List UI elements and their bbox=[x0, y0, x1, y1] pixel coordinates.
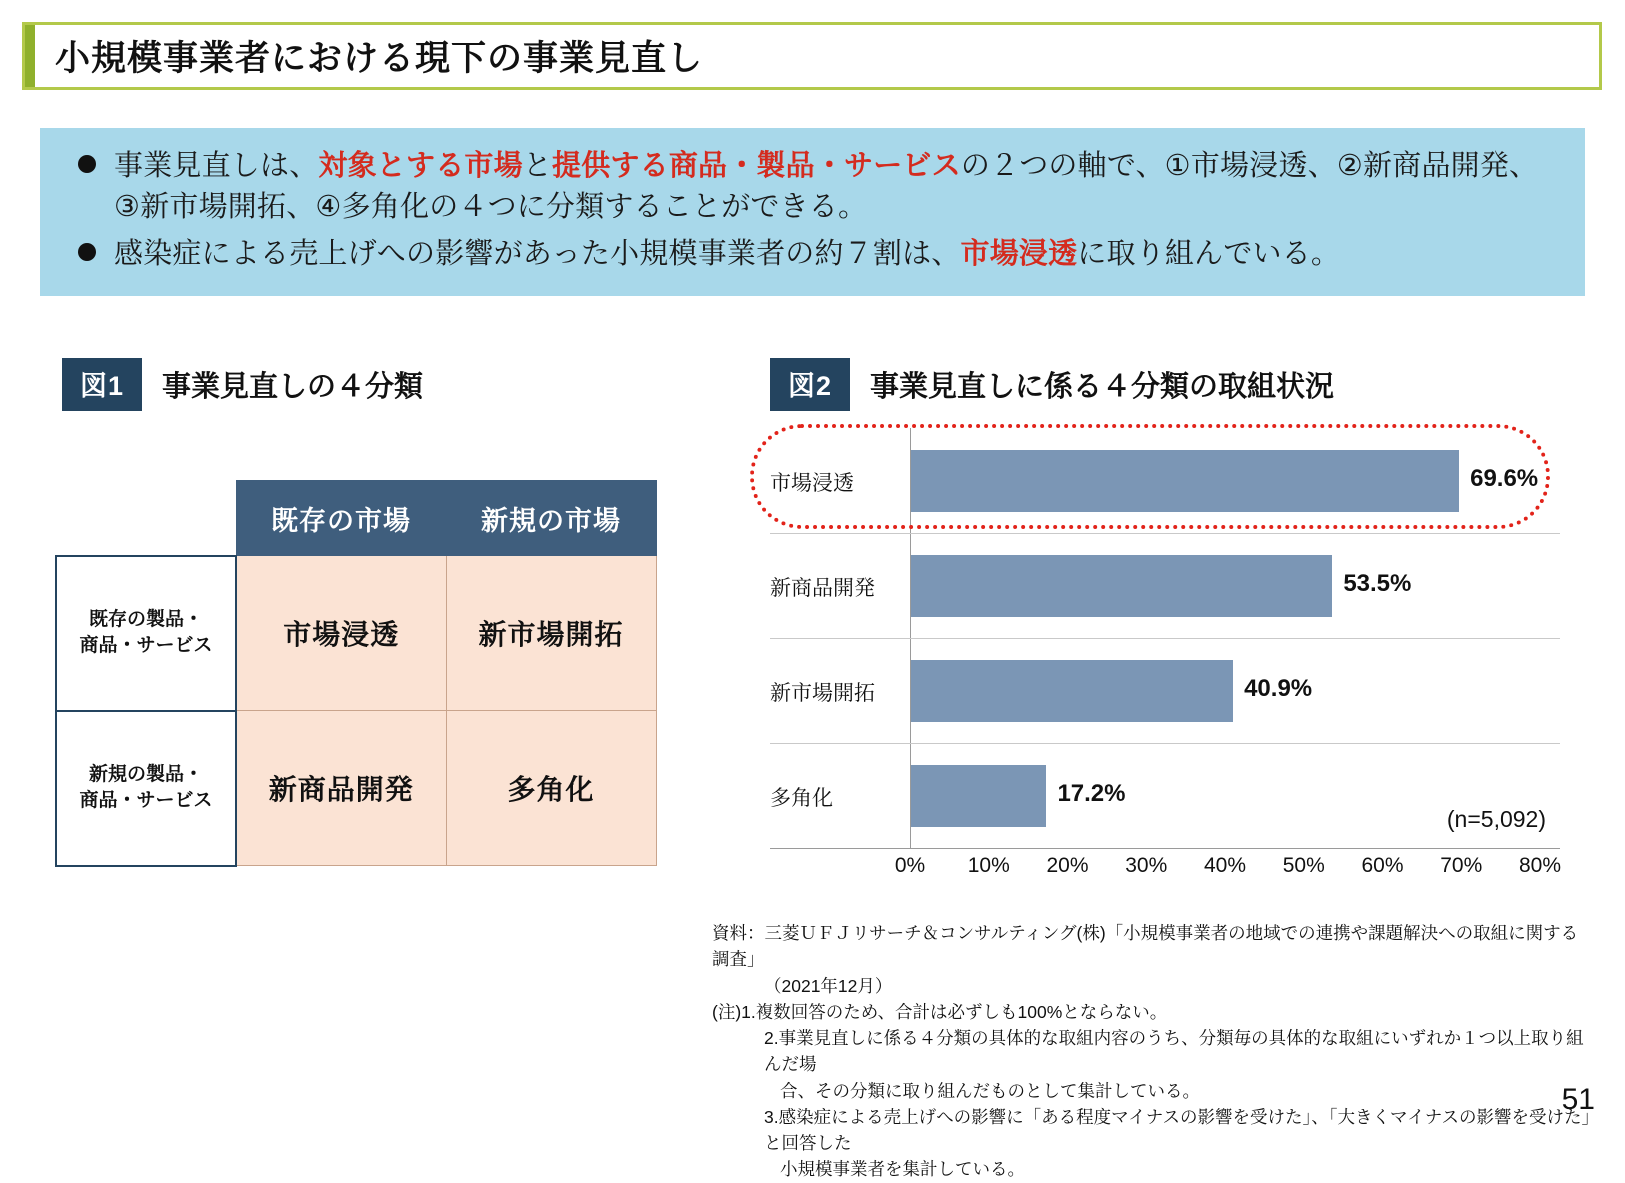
chart-x-tick: 60% bbox=[1361, 854, 1404, 877]
source-line-2: （2021年12月） bbox=[764, 975, 893, 996]
chart-bar bbox=[911, 765, 1046, 827]
matrix-cell-1-1: 市場浸透 bbox=[236, 556, 446, 711]
chart-x-tick: 50% bbox=[1282, 854, 1325, 877]
summary-seg-emphasis: 市場浸透 bbox=[960, 238, 1078, 271]
note-1: (注)1.複数回答のため、合計は必ずしも100%とならない。 bbox=[712, 1001, 1168, 1022]
matrix-corner-cell bbox=[56, 481, 236, 556]
chart-x-tick: 80% bbox=[1518, 854, 1562, 877]
chart-row-separator bbox=[770, 743, 1560, 744]
page-number: 51 bbox=[1561, 1083, 1595, 1116]
summary-text-1 bbox=[114, 146, 1559, 228]
chart-x-tick: 10% bbox=[967, 854, 1010, 877]
summary-box bbox=[40, 128, 1585, 296]
chart-category-label: 市場浸透 bbox=[770, 471, 854, 495]
summary-text-2 bbox=[114, 234, 1340, 275]
summary-seg: 感染症による売上げへの影響があった小規模事業者の約７割は、 bbox=[114, 238, 961, 271]
matrix-cell-2-1: 新商品開発 bbox=[236, 711, 446, 866]
chart-row-separator bbox=[770, 638, 1560, 639]
summary-seg: の２つの軸で、①市場浸透、②新商品開発、③新市場開拓、④多角化の４つに分類することができる。 bbox=[114, 150, 1539, 224]
chart-bar-value: 40.9% bbox=[1244, 674, 1313, 702]
chart-bar bbox=[911, 660, 1233, 722]
chart-highlight-ring bbox=[750, 424, 1550, 529]
chart-category-axis bbox=[770, 848, 1560, 849]
fig2-heading bbox=[770, 358, 1334, 411]
chart-x-tick: 0% bbox=[894, 854, 926, 877]
title-accent-bar bbox=[25, 25, 35, 87]
chart-category-label: 新商品開発 bbox=[770, 576, 875, 600]
matrix-col-header-1: 既存の市場 bbox=[236, 481, 446, 556]
chart-bar bbox=[911, 555, 1332, 617]
summary-bullet-2 bbox=[66, 234, 1559, 275]
matrix-header-row bbox=[56, 481, 656, 556]
matrix-col-header-2: 新規の市場 bbox=[446, 481, 656, 556]
chart-category-label: 新市場開拓 bbox=[770, 681, 875, 705]
page-title: 小規模事業者における現下の事業見直し bbox=[55, 39, 704, 78]
summary-seg: 事業見直しは、 bbox=[114, 150, 319, 182]
fig2-title: 事業見直しに係る４分類の取組状況 bbox=[870, 371, 1335, 403]
summary-seg-emphasis: 対象とする市場 bbox=[318, 150, 523, 182]
matrix-row-1 bbox=[56, 556, 656, 711]
chart-bar-value: 53.5% bbox=[1343, 569, 1412, 597]
note-3-line-1: 3.感染症による売上げへの影響に「ある程度マイナスの影響を受けた」、「大きくマイナスの影響を受けた」と回答した bbox=[764, 1106, 1591, 1153]
summary-bullet-1 bbox=[66, 146, 1559, 228]
chart-category-label: 多角化 bbox=[770, 786, 833, 810]
matrix-row-header-2: 新規の製品・ 商品・サービス bbox=[56, 711, 236, 866]
chart-x-tick: 40% bbox=[1203, 854, 1247, 877]
fig1-heading bbox=[62, 358, 423, 411]
fig2-label: 図2 bbox=[770, 358, 850, 411]
source-line-1: 資料：三菱ＵＦＪリサーチ＆コンサルティング(株)「小規模事業者の地域での連携や課題解決への取組に関する調査」 bbox=[712, 923, 1579, 970]
note-2-line-2: 合、その分類に取り組んだものとして集計している。 bbox=[780, 1080, 1200, 1101]
summary-seg: と bbox=[522, 150, 553, 182]
matrix-cell-1-2: 新市場開拓 bbox=[446, 556, 656, 711]
chart-row-separator bbox=[770, 533, 1560, 534]
chart-sample-size: (n=5,092) bbox=[1446, 806, 1546, 832]
summary-seg-emphasis: 提供する商品・製品・サービス bbox=[552, 150, 961, 182]
summary-seg: に取り組んでいる。 bbox=[1077, 238, 1341, 271]
chart-x-tick: 30% bbox=[1125, 854, 1168, 877]
fig1-title: 事業見直しの４分類 bbox=[162, 371, 424, 403]
page-title-bar bbox=[22, 22, 1602, 90]
fig1-matrix bbox=[55, 480, 657, 867]
chart-x-tick: 70% bbox=[1440, 854, 1483, 877]
bullet-icon bbox=[78, 243, 96, 261]
bullet-icon bbox=[78, 155, 96, 173]
matrix-cell-2-2: 多角化 bbox=[446, 711, 656, 866]
matrix-row-2 bbox=[56, 711, 656, 866]
chart-bar-value: 17.2% bbox=[1057, 779, 1126, 807]
fig1-label: 図1 bbox=[62, 358, 142, 411]
chart-x-tick: 20% bbox=[1046, 854, 1089, 877]
chart-bar-value: 69.6% bbox=[1470, 464, 1539, 492]
note-2-line-1: 2.事業見直しに係る４分類の具体的な取組内容のうち、分類毎の具体的な取組にいずれか１つ以上取り組んだ場 bbox=[764, 1028, 1584, 1075]
footnotes bbox=[712, 920, 1592, 1183]
note-3-line-2: 小規模事業者を集計している。 bbox=[780, 1159, 1025, 1180]
matrix-row-header-1: 既存の製品・ 商品・サービス bbox=[56, 556, 236, 711]
